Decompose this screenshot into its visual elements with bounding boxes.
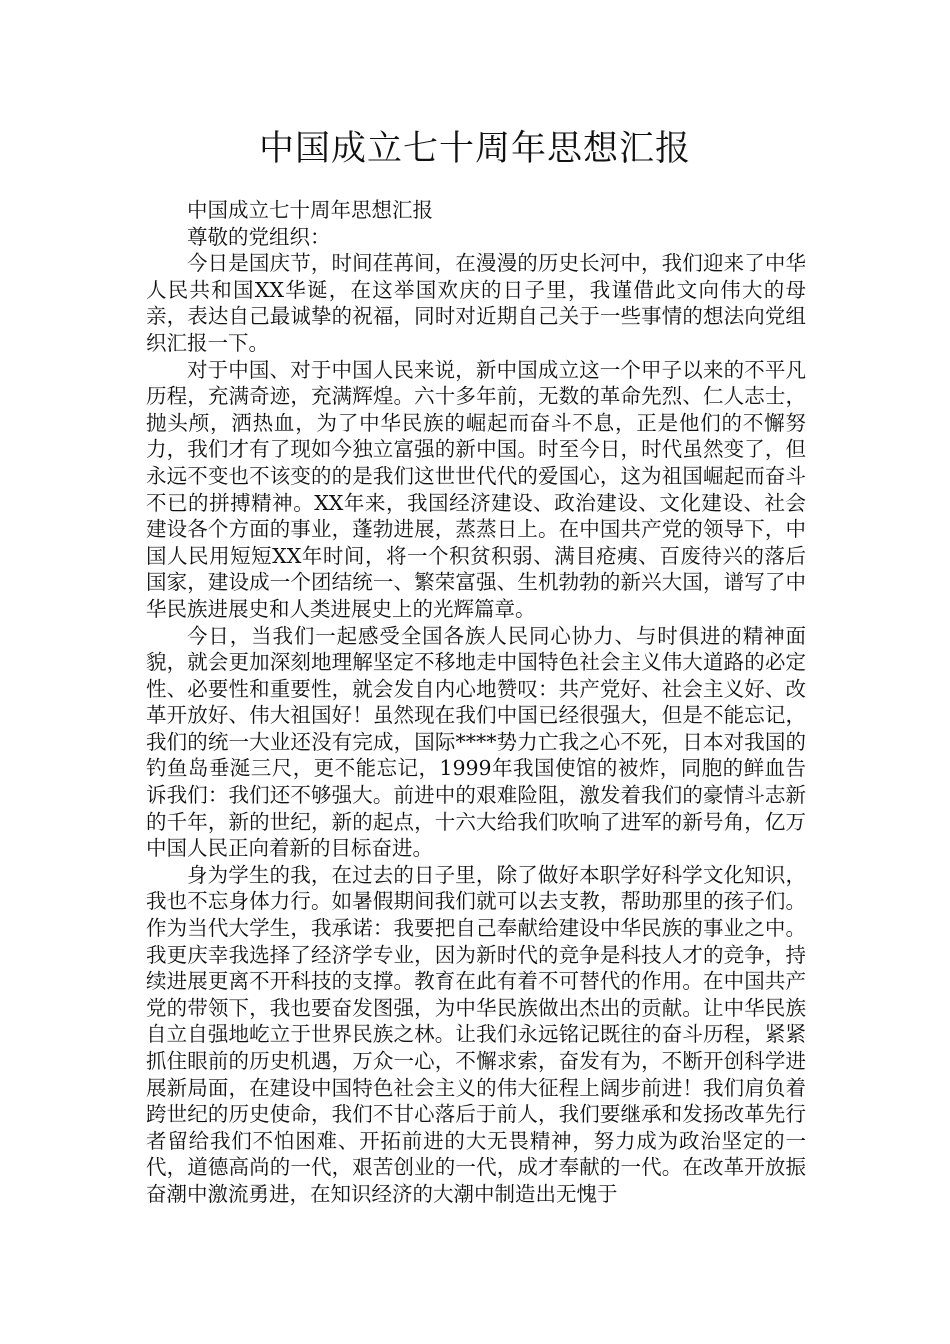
paragraph-2: 对于中国、对于中国人民来说，新中国成立这一个甲子以来的不平凡历程，充满奇迹，充满辉煌。六十多年前，无数的革命先烈、仁人志士，抛头颅，洒热血，为了中华民族的崛起而奋斗不息，正是他们的不懈努力，我们才有了现如今独立富强的新中国。时至今日，时代虽然变了，但永远不变也不该变的的是我们这世世代代的爱国心，这为祖国崛起而奋斗不已的拼搏精神。XX年来，我国经济建设、政治建设、文化建设、社会建设各个方面的事业，蓬勃进展，蒸蒸日上。在中国共产党的领导下，中国人民用短短XX年时间，将一个积贫积弱、满目疮痍、百废待兴的落后国家，建设成一个团结统一、繁荣富强、生机勃勃的新兴大国，谱写了中华民族进展史和人类进展史上的光辉篇章。 (146, 357, 806, 621)
paragraph-salutation: 尊敬的党组织： (187, 224, 331, 249)
paragraph-1: 今日是国庆节，时间荏苒间，在漫漫的历史长河中，我们迎来了中华人民共和国XX华诞，在这举国欢庆的日子里，我谨借此文向伟大的母亲，表达自己最诚挚的祝福，同时对近期自己关于一些事情的想法向党组织汇报一下。 (146, 251, 806, 355)
document-body (146, 197, 806, 1208)
paragraph-heading: 中国成立七十周年思想汇报 (187, 198, 433, 222)
paragraph-4: 身为学生的我，在过去的日子里，除了做好本职学好科学文化知识，我也不忘身体力行。如暑假期间我们就可以去支教，帮助那里的孩子们。作为当代大学生，我承诺：我要把自己奉献给建设中华民族的事业之中。我更庆幸我选择了经济学专业，因为新时代的竞争是科技人才的竞争，持续进展更离不开科技的支撑。教育在此有着不可替代的作用。在中国共产党的带领下，我也要奋发图强，为中华民族做出杰出的贡献。让中华民族自立自强地屹立于世界民族之林。让我们永远铭记既往的奋斗历程，紧紧抓住眼前的历史机遇，万众一心，不懈求索，奋发有为，不断开创科学进展新局面，在建设中国特色社会主义的伟大征程上阔步前进！我们肩负着跨世纪的历史使命，我们不甘心落后于前人，我们要继承和发扬改革先行者留给我们不怕困难、开拓前进的大无畏精神，努力成为政治坚定的一代，道德高尚的一代，艰苦创业的一代，成才奉献的一代。在改革开放振奋潮中激流勇进，在知识经济的大潮中制造出无愧于 (146, 862, 806, 1206)
document-title: 中国成立七十周年思想汇报 (258, 129, 691, 169)
paragraph-3: 今日，当我们一起感受全国各族人民同心协力、与时俱进的精神面貌，就会更加深刻地理解坚定不移地走中国特色社会主义伟大道路的必定性、必要性和重要性，就会发自内心地赞叹：共产党好、社会主义好、改革开放好、伟大祖国好！虽然现在我们中国已经很强大，但是不能忘记，我们的统一大业还没有完成，国际****势力亡我之心不死，日本对我国的钓鱼岛垂涎三尺，更不能忘记，1999年我国使馆的被炸，同胞的鲜血告诉我们：我们还不够强大。前进中的艰难险阻，激发着我们的豪情斗志新的千年，新的世纪，新的起点，十六大给我们吹响了进军的新号角，亿万中国人民正向着新的目标奋进。 (146, 623, 806, 861)
